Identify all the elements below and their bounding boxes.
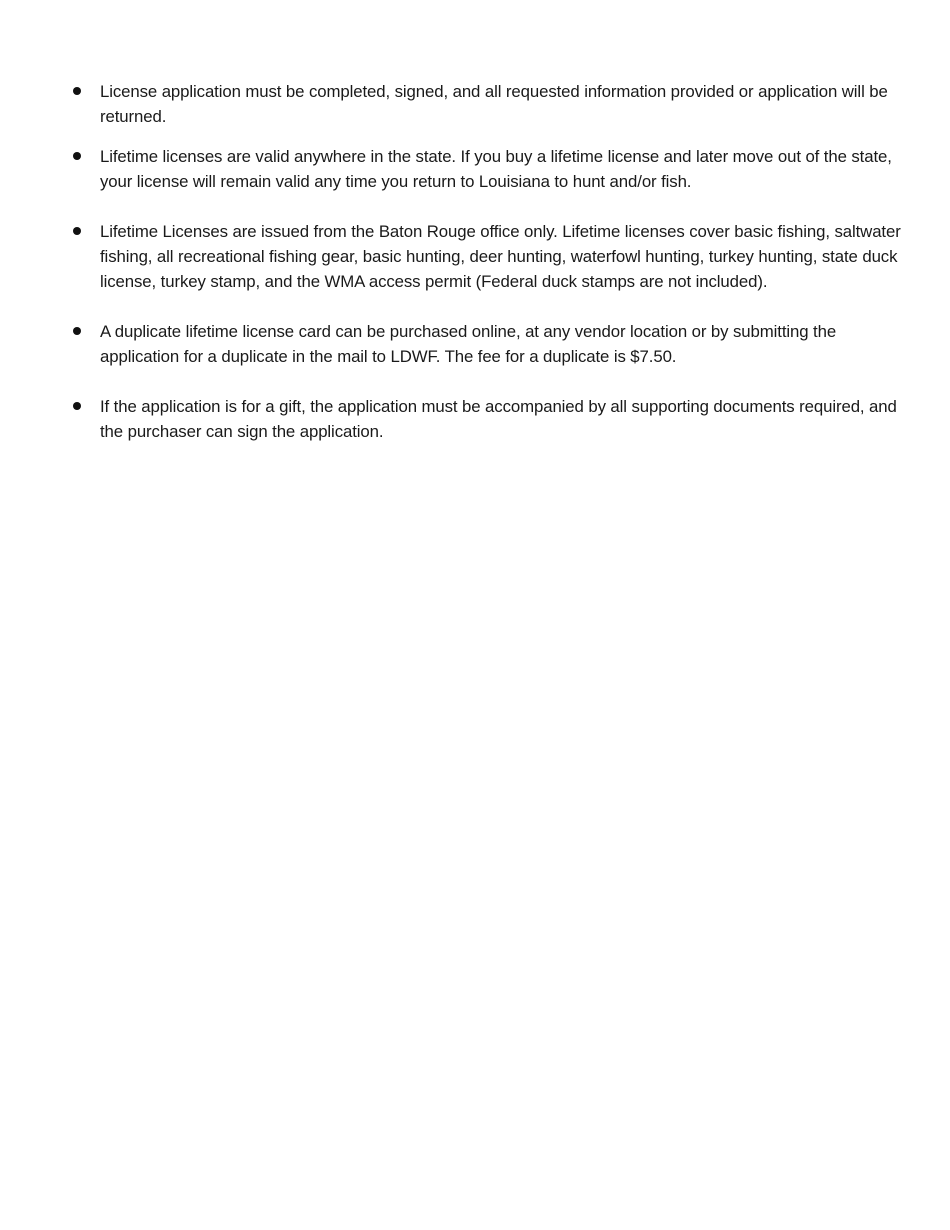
instructions-bullet-list bbox=[70, 79, 910, 444]
list-item bbox=[70, 79, 910, 129]
bullet-icon bbox=[73, 327, 81, 335]
bullet-text: If the application is for a gift, the application must be accompanied by all supporting documents required, and the purchaser can sign the application. bbox=[100, 397, 897, 441]
bullet-text: License application must be completed, signed, and all requested information provided or application will be returned. bbox=[100, 82, 888, 126]
bullet-icon bbox=[73, 402, 81, 410]
list-item bbox=[70, 144, 910, 194]
bullet-icon bbox=[73, 87, 81, 95]
bullet-icon bbox=[73, 152, 81, 160]
list-item bbox=[70, 319, 910, 369]
bullet-text: Lifetime Licenses are issued from the Baton Rouge office only. Lifetime licenses cover basic fishing, saltwater fishing, all recreational fishing gear, basic hunting, deer hunting, waterfowl hunting, turkey hunting, state duck license, turkey stamp, and the WMA access permit (Federal duck stamps are not included). bbox=[100, 222, 901, 291]
list-item bbox=[70, 219, 910, 294]
bullet-text: Lifetime licenses are valid anywhere in the state. If you buy a lifetime license and later move out of the state, your license will remain valid any time you return to Louisiana to hunt and/or fish. bbox=[100, 147, 892, 191]
bullet-text: A duplicate lifetime license card can be purchased online, at any vendor location or by submitting the application for a duplicate in the mail to LDWF. The fee for a duplicate is $7.50. bbox=[100, 322, 837, 366]
list-item bbox=[70, 394, 910, 444]
bullet-icon bbox=[73, 227, 81, 235]
